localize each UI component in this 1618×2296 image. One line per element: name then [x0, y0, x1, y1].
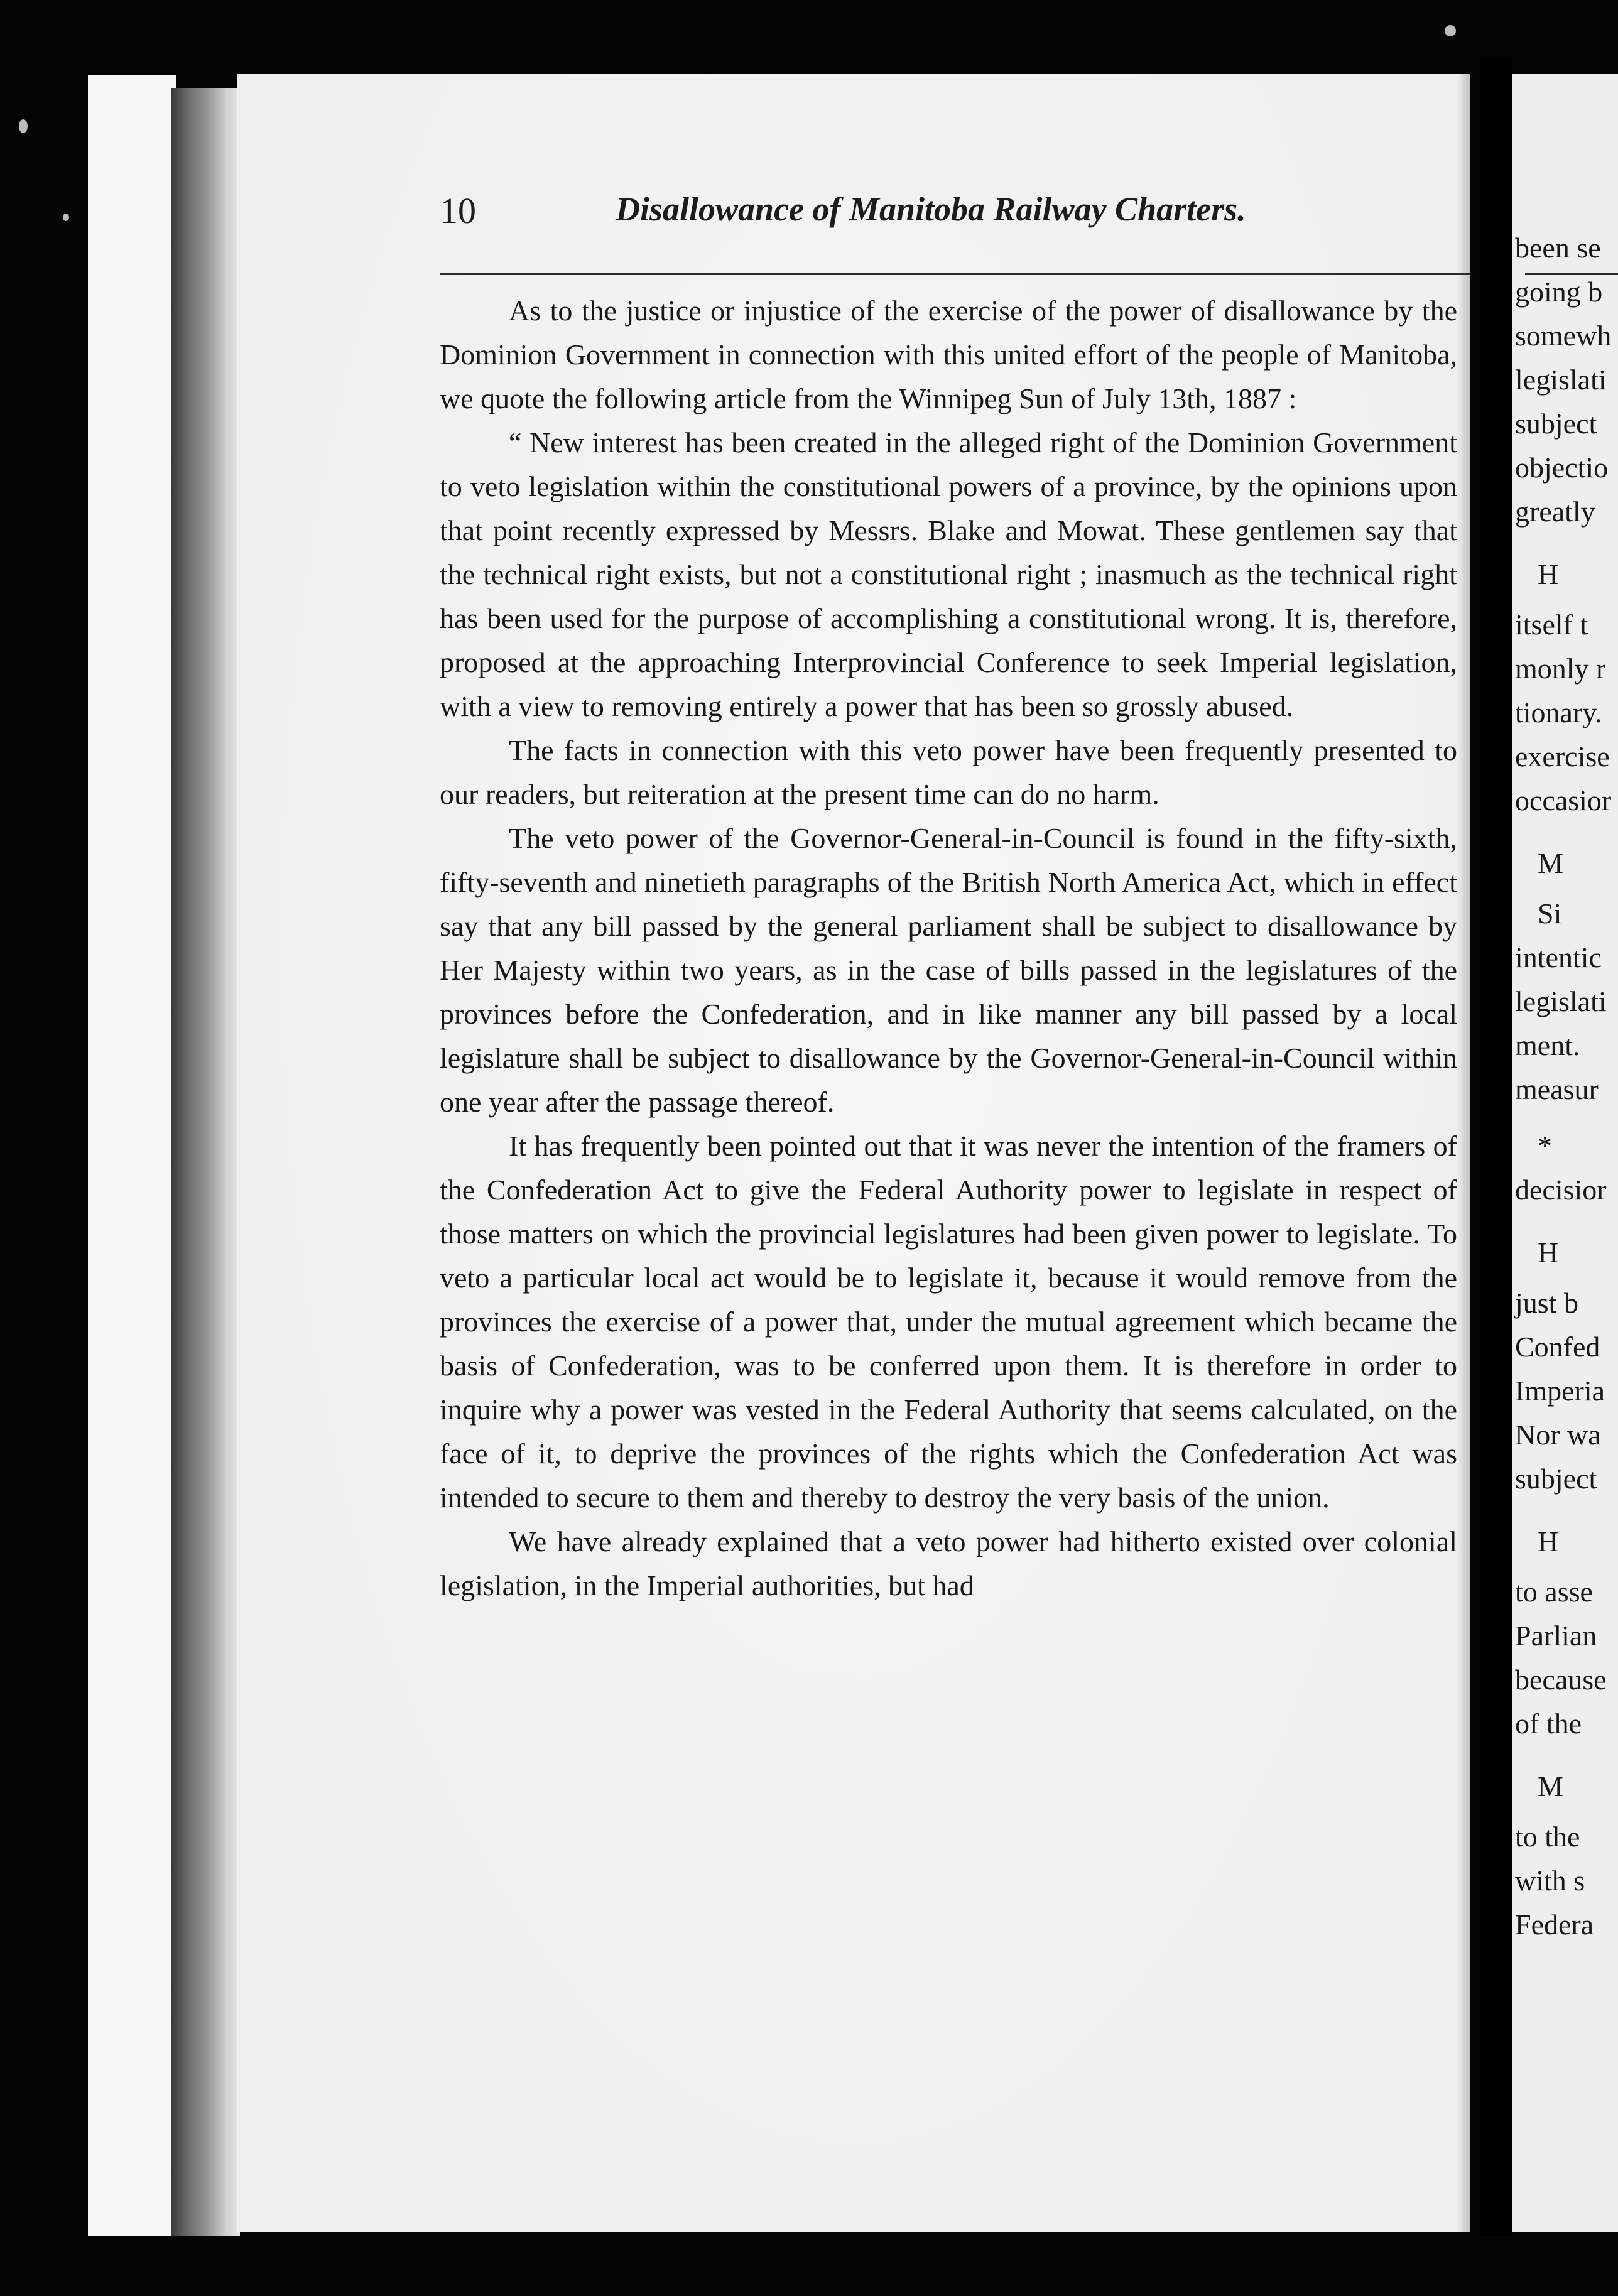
facing-line: M — [1538, 847, 1563, 879]
facing-line: to the — [1515, 1821, 1580, 1853]
facing-line: intentic — [1515, 941, 1602, 973]
facing-page — [1512, 74, 1618, 2232]
facing-line: H — [1538, 1525, 1559, 1557]
film-speck — [1445, 25, 1456, 36]
facing-line: Federa — [1515, 1909, 1594, 1941]
paragraph: We have already explained that a veto power had hitherto existed over colonial legislation, in the Imperial authorities, but had — [440, 1525, 1457, 1601]
facing-line: decisior — [1515, 1174, 1607, 1206]
facing-line: monly r — [1515, 653, 1606, 685]
facing-line: H — [1538, 558, 1559, 590]
facing-line: M — [1538, 1770, 1563, 1802]
facing-line: legislati — [1515, 985, 1607, 1017]
facing-line: because — [1515, 1664, 1607, 1696]
running-title: Disallowance of Manitoba Railway Charters. — [616, 190, 1246, 228]
facing-line: somewh — [1515, 320, 1612, 352]
facing-line: subject — [1515, 408, 1597, 440]
paragraph: As to the justice or injustice of the exercise of the power of disallowance by the Dominion Government in connection with this united effort of the people of Manitoba, we quote the following article from the Winnipeg Sun of July 13th, 1887 : — [440, 295, 1457, 414]
page-divider — [1480, 57, 1512, 2236]
facing-line: greatly — [1515, 495, 1595, 528]
facing-line: Imperia — [1515, 1375, 1605, 1407]
facing-line: legislati — [1515, 364, 1607, 396]
binding-gutter — [171, 88, 240, 2236]
page-mount — [88, 75, 176, 2236]
facing-line: subject — [1515, 1463, 1597, 1495]
paragraph: The veto power of the Governor-General-in-Council is found in the fifty-sixth, fifty-seventh and ninetieth paragraphs of the British North America Act, which in effect say that any bill passed by the general parliament shall be subject to disallowance by Her Majesty within two years, as in the case of bills passed in the legislatures of the provinces before the Confederation, and in like manner any bill passed by a local legislature shall be subject to disallowance by the Governor-General-in-Council within one year after the passage thereof. — [440, 822, 1457, 1118]
body-text — [440, 289, 1457, 1608]
facing-line: Parlian — [1515, 1620, 1597, 1652]
facing-line: Si — [1538, 897, 1562, 929]
facing-line: objectio — [1515, 452, 1609, 484]
paragraph: It has frequently been pointed out that it was never the intention of the framers of the Confederation Act to give the Federal Authority power to legislate in respect of those matters on which the provincial legislatures had been given power to legislate. To veto a particular local act would be to legislate it, because it would remove from the provinces the exercise of a power that, under the mutual agreement which became the basis of Confederation, was to be conferred upon them. It is therefore in order to inquire why a power was vested in the Federal Authority that seems calculated, on the face of it, to deprive the provinces of the rights which the Confederation Act was intended to secure to them and thereby to destroy the very basis of the union. — [440, 1130, 1457, 1514]
film-speck — [19, 119, 28, 133]
film-speck — [63, 214, 69, 221]
facing-line: exercise — [1515, 740, 1610, 772]
header-rule — [440, 273, 1470, 275]
facing-line: of the — [1515, 1708, 1582, 1740]
facing-line: just b — [1515, 1287, 1578, 1319]
facing-line: Nor wa — [1515, 1419, 1601, 1451]
facing-line: * — [1538, 1130, 1552, 1162]
facing-line: measur — [1515, 1073, 1599, 1105]
facing-line: with s — [1515, 1865, 1585, 1897]
facing-line: going b — [1515, 276, 1603, 308]
facing-line: to asse — [1515, 1576, 1593, 1608]
facing-line: occasior — [1515, 784, 1612, 816]
facing-line: Confed — [1515, 1331, 1600, 1363]
paragraph: The facts in connection with this veto power have been frequently presented to our readers, but reiteration at the present time can do no harm. — [440, 734, 1457, 810]
page-edge-shadow — [1457, 74, 1480, 2232]
page-number: 10 — [440, 190, 476, 231]
quoted-paragraph: “ New interest has been created in the alleged right of the Dominion Government to veto legislation within the constitutional powers of a province, by the opinions upon that point recently expressed by Messrs. Blake and Mowat. These gentlemen say that the technical right exists, but not a constitutional right ; inasmuch as the technical right has been used for the purpose of accomplishing a constitutional wrong. It is, therefore, proposed at the approaching Interprovincial Conference to seek Imperial legislation, with a view to removing entirely a power that has been so grossly abused. — [440, 426, 1457, 722]
facing-line: tionary. — [1515, 696, 1602, 728]
facing-line: H — [1538, 1237, 1559, 1269]
facing-line: itself t — [1515, 609, 1588, 641]
facing-line: been se — [1515, 232, 1601, 264]
facing-line: ment. — [1515, 1029, 1580, 1061]
